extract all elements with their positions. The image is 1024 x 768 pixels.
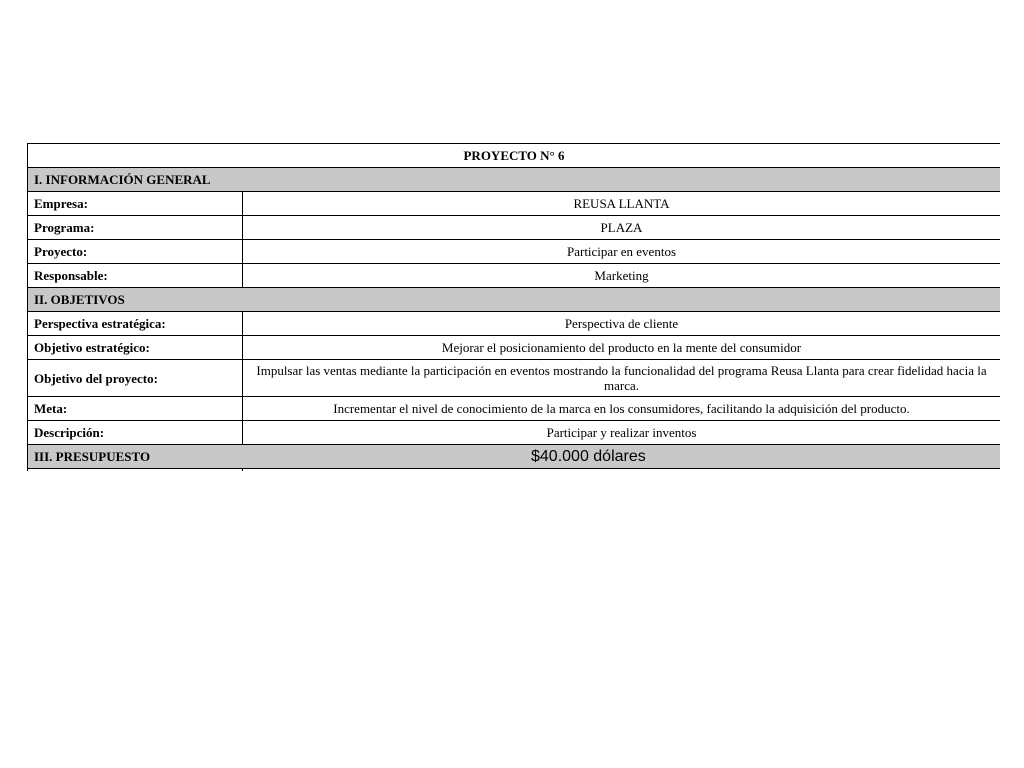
row-value-objetivo-proyecto: Impulsar las ventas mediante la participación en eventos mostrando la funcionalidad del programa Reusa Llanta para crear fidelidad hacia la marca. xyxy=(243,360,1001,397)
row-value-descripcion: Participar y realizar inventos xyxy=(243,421,1001,445)
section-objetivos-heading: II. OBJETIVOS xyxy=(28,288,1001,312)
section-presupuesto-heading: III. PRESUPUESTO xyxy=(34,449,151,464)
row-label-proyecto: Proyecto: xyxy=(28,240,243,264)
project-table xyxy=(27,143,1000,471)
row-value-programa: PLAZA xyxy=(243,216,1001,240)
row-label-programa: Programa: xyxy=(28,216,243,240)
table-row xyxy=(28,397,1001,421)
row-value-objetivo-estrategico: Mejorar el posicionamiento del producto en la mente del consumidor xyxy=(243,336,1001,360)
table-row xyxy=(28,240,1001,264)
table-row-cut xyxy=(28,469,1001,472)
section-general-heading: I. INFORMACIÓN GENERAL xyxy=(28,168,1001,192)
section-header-row xyxy=(28,288,1001,312)
row-label-empresa: Empresa: xyxy=(28,192,243,216)
budget-amount: $40.000 dólares xyxy=(531,448,646,465)
project-title: PROYECTO N° 6 xyxy=(28,144,1001,168)
cut-cell-left xyxy=(28,469,243,472)
table-row xyxy=(28,336,1001,360)
cut-cell-right xyxy=(243,469,1001,472)
row-label-objetivo-proyecto: Objetivo del proyecto: xyxy=(28,360,243,397)
row-label-meta: Meta: xyxy=(28,397,243,421)
row-label-descripcion: Descripción: xyxy=(28,421,243,445)
row-value-proyecto: Participar en eventos xyxy=(243,240,1001,264)
table-row xyxy=(28,192,1001,216)
row-label-objetivo-estrategico: Objetivo estratégico: xyxy=(28,336,243,360)
table-row xyxy=(28,421,1001,445)
title-row xyxy=(28,144,1001,168)
row-value-perspectiva: Perspectiva de cliente xyxy=(243,312,1001,336)
row-label-perspectiva: Perspectiva estratégica: xyxy=(28,312,243,336)
table-row xyxy=(28,312,1001,336)
row-label-responsable: Responsable: xyxy=(28,264,243,288)
row-value-meta: Incrementar el nivel de conocimiento de la marca en los consumidores, facilitando la adquisición del producto. xyxy=(243,397,1001,421)
row-value-responsable: Marketing xyxy=(243,264,1001,288)
section-header-row xyxy=(28,445,1001,469)
table-row xyxy=(28,216,1001,240)
table-row xyxy=(28,360,1001,397)
table-row xyxy=(28,264,1001,288)
row-value-empresa: REUSA LLANTA xyxy=(243,192,1001,216)
section-presupuesto-header xyxy=(28,445,1001,469)
project-sheet xyxy=(27,143,1000,471)
section-header-row xyxy=(28,168,1001,192)
